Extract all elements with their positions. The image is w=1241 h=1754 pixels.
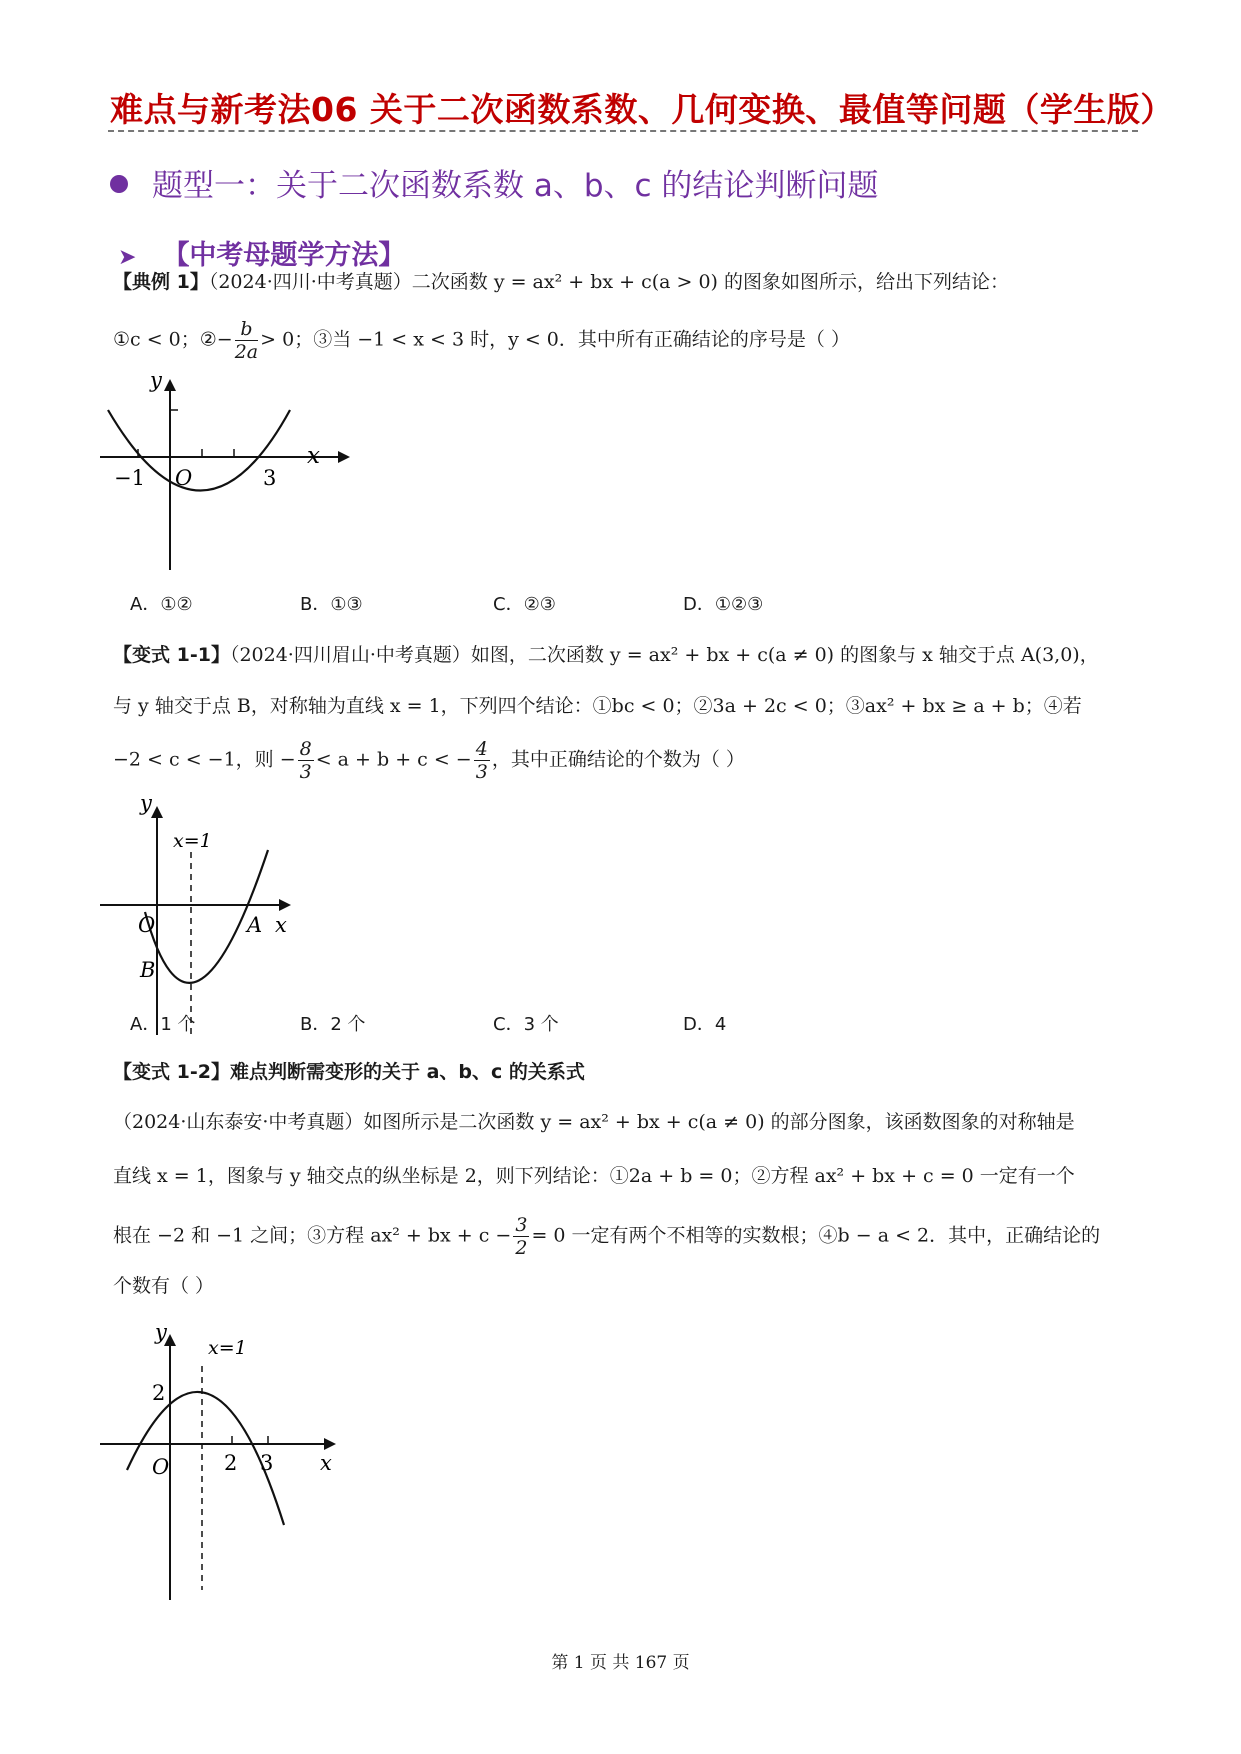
ex2-text3b: < a + b + c < − bbox=[315, 748, 472, 771]
ex1-left-root-label: −1 bbox=[114, 466, 145, 490]
ex3-f-den: 2 bbox=[515, 1237, 528, 1259]
bullet-icon bbox=[110, 175, 128, 193]
ex2-y-arrow-icon bbox=[151, 806, 163, 818]
ex3-graph bbox=[100, 1320, 360, 1610]
ex1-y-arrow-icon bbox=[164, 379, 176, 391]
ex3-y-label: y bbox=[155, 1320, 167, 1344]
title-divider bbox=[108, 130, 1138, 132]
ex2-tag: 【变式 1-1】 bbox=[113, 644, 230, 666]
ex2-line2: 与 y 轴交于点 B，对称轴为直线 x = 1，下列四个结论：①bc < 0；②3a + 2c < 0；③ax² + bx ≥ a + b；④若 bbox=[113, 695, 1082, 717]
subsection-text: 【中考母题学方法】 bbox=[162, 240, 406, 271]
ex3-x-tick-3: 3 bbox=[260, 1451, 274, 1475]
ex2-line3 bbox=[113, 738, 745, 783]
ex2-point-a: A bbox=[247, 913, 263, 937]
ex2-option-a: A．1 个 bbox=[130, 1014, 196, 1035]
page-title: 难点与新考法06 关于二次函数系数、几何变换、最值等问题（学生版） bbox=[110, 90, 1174, 129]
ex2-y-label: y bbox=[140, 791, 152, 815]
page-footer: 第 1 页 共 167 页 bbox=[551, 1653, 690, 1673]
ex3-line4: 个数有（ ） bbox=[113, 1275, 215, 1297]
ex2-x-label: x bbox=[275, 913, 287, 937]
ex1-option-c: C．②③ bbox=[493, 594, 556, 615]
ex2-option-b: B．2 个 bbox=[300, 1014, 366, 1035]
ex1-graph bbox=[100, 368, 360, 575]
ex1-option-a: A．①② bbox=[130, 594, 193, 615]
ex2-point-b: B bbox=[140, 958, 156, 982]
ex2-fraction-1 bbox=[298, 738, 314, 783]
ex2-option-c: C．3 个 bbox=[493, 1014, 559, 1035]
ex3-line3 bbox=[113, 1214, 1100, 1259]
ex1-text2b: > 0；③当 −1 < x < 3 时，y < 0．其中所有正确结论的序号是（ ） bbox=[260, 328, 850, 351]
ex1-origin-label: O bbox=[175, 466, 193, 490]
ex1-y-label: y bbox=[150, 368, 162, 392]
section-text: 题型一：关于二次函数系数 a、b、c 的结论判断问题 bbox=[152, 168, 879, 204]
ex2-f1-num: 8 bbox=[299, 738, 312, 760]
ex2-text1: （2024·四川眉山·中考真题）如图，二次函数 y = ax² + bx + c(a ≠ 0) 的图象与 x 轴交于点 A(3,0)， bbox=[229, 644, 1099, 666]
ex3-heading: 难点判断需变形的关于 a、b、c 的关系式 bbox=[229, 1061, 585, 1083]
ex1-frac-num: b bbox=[235, 318, 258, 341]
ex3-heading-line bbox=[113, 1058, 585, 1086]
ex1-option-b: B．①③ bbox=[300, 594, 363, 615]
ex2-f2-num: 4 bbox=[475, 738, 488, 760]
ex2-f1-den: 3 bbox=[299, 761, 312, 783]
subsection-heading bbox=[118, 233, 405, 272]
ex3-y-tick-label: 2 bbox=[152, 1381, 166, 1405]
ex1-tag: 【典例 1】 bbox=[113, 271, 209, 293]
ex3-x-arrow-icon bbox=[324, 1438, 336, 1450]
ex2-line1 bbox=[113, 641, 1099, 669]
ex1-line2 bbox=[113, 318, 850, 363]
arrow-icon: ➤ bbox=[118, 245, 137, 270]
ex2-origin-label: O bbox=[138, 913, 156, 937]
ex1-text2a: ①c < 0；②− bbox=[113, 328, 233, 351]
ex3-x-tick-2: 2 bbox=[224, 1451, 238, 1475]
ex1-x-arrow-icon bbox=[338, 451, 350, 463]
ex3-fraction bbox=[513, 1214, 529, 1259]
ex1-x-label: x bbox=[307, 443, 320, 469]
ex3-origin-label: O bbox=[152, 1455, 170, 1479]
ex2-axis-label: x=1 bbox=[173, 830, 212, 852]
ex2-text3a: −2 < c < −1，则 − bbox=[113, 748, 296, 771]
ex2-f2-den: 3 bbox=[475, 761, 488, 783]
ex1-option-d: D．①②③ bbox=[683, 594, 764, 615]
section-heading bbox=[110, 160, 878, 205]
ex1-right-root-label: 3 bbox=[263, 466, 277, 490]
ex3-axis-label: x=1 bbox=[208, 1337, 247, 1359]
ex3-line1: （2024·山东泰安·中考真题）如图所示是二次函数 y = ax² + bx + c(a ≠ 0) 的部分图象，该函数图象的对称轴是 bbox=[113, 1111, 1075, 1133]
ex2-fraction-2 bbox=[474, 738, 490, 783]
ex3-x-label: x bbox=[320, 1451, 332, 1475]
ex3-tag: 【变式 1-2】 bbox=[113, 1061, 230, 1083]
ex3-f-num: 3 bbox=[515, 1214, 528, 1236]
ex1-fraction bbox=[235, 318, 258, 363]
ex2-x-arrow-icon bbox=[279, 899, 291, 911]
ex2-option-d: D．4 bbox=[683, 1014, 727, 1035]
ex2-text3c: ，其中正确结论的个数为（ ） bbox=[491, 748, 745, 771]
ex3-line2: 直线 x = 1，图象与 y 轴交点的纵坐标是 2，则下列结论：①2a + b = 0；②方程 ax² + bx + c = 0 一定有一个 bbox=[113, 1165, 1075, 1187]
ex1-frac-den: 2a bbox=[234, 341, 259, 363]
ex3-text3a: 根在 −2 和 −1 之间；③方程 ax² + bx + c − bbox=[113, 1224, 512, 1247]
ex3-text3b: = 0 一定有两个不相等的实数根；④b − a < 2．其中，正确结论的 bbox=[531, 1224, 1101, 1247]
ex1-text1: （2024·四川·中考真题）二次函数 y = ax² + bx + c(a > 0) 的图象如图所示，给出下列结论： bbox=[208, 271, 1010, 293]
ex1-line1 bbox=[113, 268, 1009, 296]
